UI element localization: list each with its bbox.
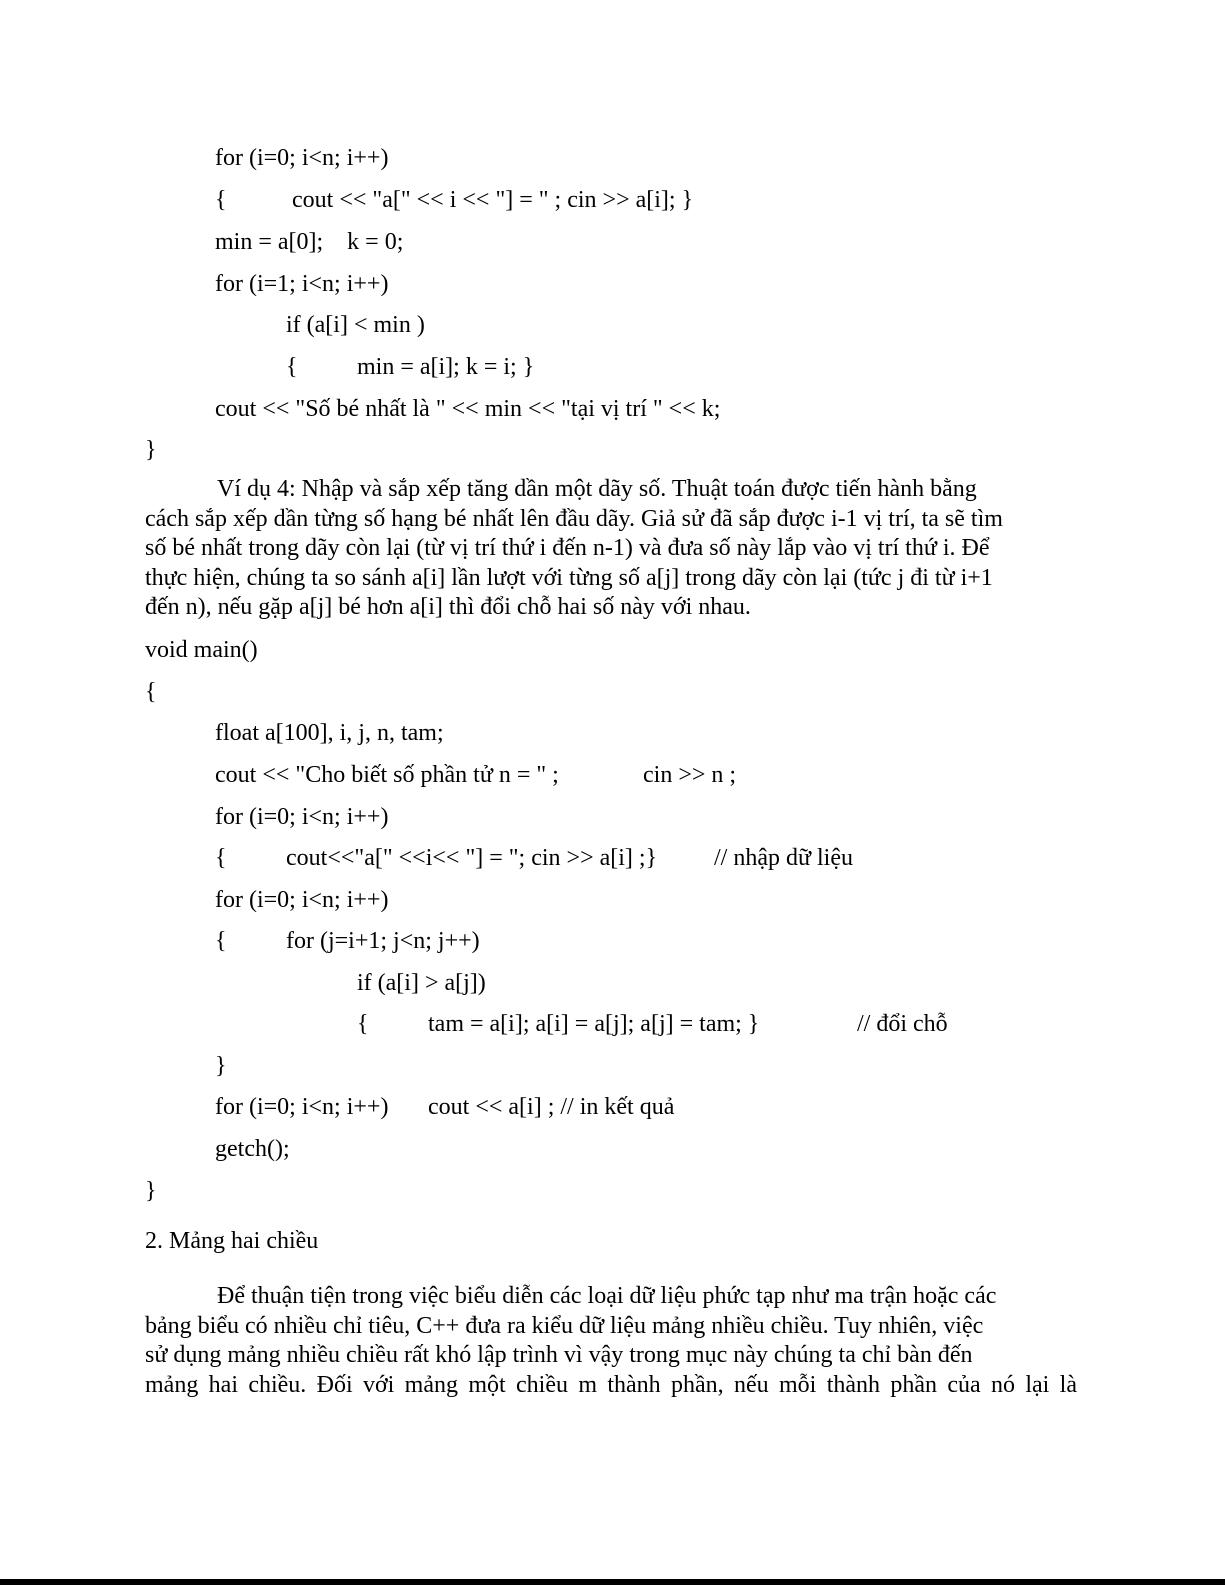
code-line: cout<<"a[" <<i<< "] = "; cin >> a[i] ;} bbox=[286, 845, 658, 871]
code-comment: // đổi chỗ bbox=[857, 1011, 948, 1037]
page-bottom-edge bbox=[0, 1579, 1225, 1585]
code-line: } bbox=[215, 1053, 227, 1079]
paragraph-line: thực hiện, chúng ta so sánh a[i] lần lượt với từng số a[j] trong dãy còn lại (tức j đi từ i+1 bbox=[145, 564, 993, 591]
code-line: for (i=1; i<n; i++) bbox=[215, 271, 389, 297]
code-line: cout << "a[" << i << "] = " ; cin >> a[i]; } bbox=[292, 187, 694, 213]
code-line: for (i=0; i<n; i++) bbox=[215, 804, 389, 830]
code-line: for (i=0; i<n; i++) bbox=[215, 1094, 389, 1120]
code-line: cout << "Số bé nhất là " << min << "tại vị trí " << k; bbox=[215, 396, 721, 422]
code-line: { bbox=[357, 1011, 369, 1037]
code-comment: // nhập dữ liệu bbox=[714, 845, 853, 871]
code-line: float a[100], i, j, n, tam; bbox=[215, 720, 444, 746]
code-line: void main() bbox=[145, 637, 258, 663]
section-2-paragraph bbox=[145, 1282, 1077, 1400]
code-line: cout << a[i] ; // in kết quả bbox=[428, 1094, 675, 1120]
code-line: { bbox=[215, 187, 227, 213]
code-line: if (a[i] < min ) bbox=[286, 312, 425, 338]
code-line: } bbox=[145, 437, 157, 463]
code-line: getch(); bbox=[215, 1136, 290, 1162]
code-line: { bbox=[215, 928, 227, 954]
paragraph-line: cách sắp xếp dần từng số hạng bé nhất lên đầu dãy. Giả sử đã sắp được i-1 vị trí, ta sẽ tìm bbox=[145, 505, 1003, 532]
code-line: { bbox=[145, 679, 157, 705]
code-line: for (i=0; i<n; i++) bbox=[215, 887, 389, 913]
code-line: } bbox=[145, 1178, 157, 1204]
code-line: cout << "Cho biết số phần tử n = " ; bbox=[215, 762, 559, 788]
code-line: for (j=i+1; j<n; j++) bbox=[286, 928, 480, 954]
paragraph-line: sử dụng mảng nhiều chiều rất khó lập trình vì vậy trong mục này chúng ta chỉ bàn đến bbox=[145, 1342, 973, 1368]
code-line: cin >> n ; bbox=[643, 762, 737, 788]
paragraph-line: Để thuận tiện trong việc biểu diễn các loại dữ liệu phức tạp như ma trận hoặc các bbox=[217, 1283, 997, 1309]
paragraph-line: số bé nhất trong dãy còn lại (từ vị trí thứ i đến n-1) và đưa số này lắp vào vị trí thứ i. Để bbox=[145, 535, 990, 561]
paragraph-line: đến n), nếu gặp a[j] bé hơn a[i] thì đổi chỗ hai số này với nhau. bbox=[145, 594, 751, 620]
code-line: if (a[i] > a[j]) bbox=[357, 970, 486, 996]
code-line: tam = a[i]; a[i] = a[j]; a[j] = tam; } bbox=[428, 1011, 760, 1037]
section-heading: 2. Mảng hai chiều bbox=[145, 1228, 319, 1254]
code-line: min = a[i]; k = i; } bbox=[357, 354, 535, 380]
code-line: for (i=0; i<n; i++) bbox=[215, 145, 389, 171]
example-4-paragraph bbox=[145, 475, 1077, 623]
code-line: min = a[0]; k = 0; bbox=[215, 229, 404, 255]
paragraph-line: mảng hai chiều. Đối với mảng một chiều m thành phần, nếu mỗi thành phần của nó lại là bbox=[145, 1371, 1077, 1398]
paragraph-line: bảng biểu có nhiều chỉ tiêu, C++ đưa ra kiểu dữ liệu mảng nhiều chiều. Tuy nhiên, việc bbox=[145, 1312, 984, 1339]
paragraph-line: Ví dụ 4: Nhập và sắp xếp tăng dần một dãy số. Thuật toán được tiến hành bằng bbox=[217, 476, 977, 502]
code-line: { bbox=[286, 354, 298, 380]
code-line: { bbox=[215, 845, 227, 871]
